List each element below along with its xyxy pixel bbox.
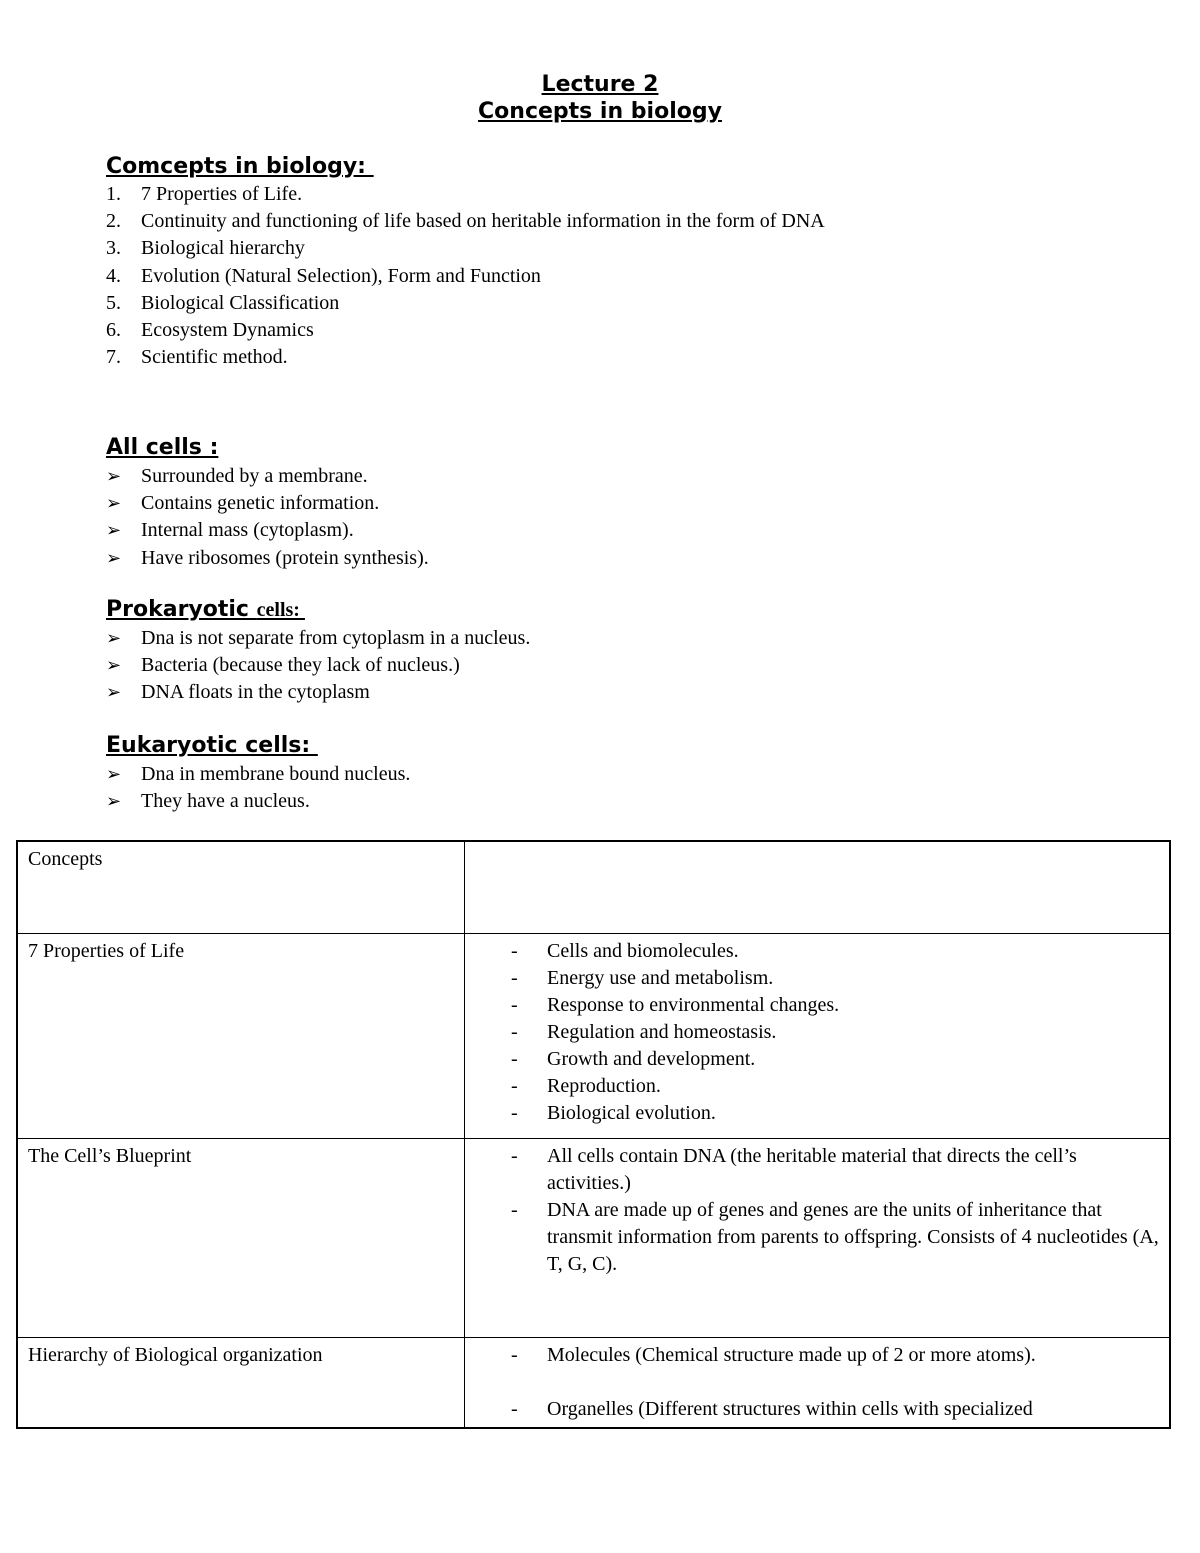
list-item-text: Surrounded by a membrane. bbox=[141, 465, 368, 487]
list-item-text: Cells and biomolecules. bbox=[547, 939, 739, 962]
list-item bbox=[475, 1073, 1161, 1100]
list-item bbox=[106, 344, 825, 371]
arrow-bullet-icon: ➢ bbox=[106, 493, 122, 514]
list-item-text: Growth and development. bbox=[547, 1047, 756, 1070]
details-list bbox=[475, 938, 1161, 1127]
table-cell-details bbox=[465, 1337, 1171, 1428]
table-cell-details bbox=[465, 841, 1171, 933]
dash-bullet: - bbox=[511, 1047, 518, 1070]
list-item bbox=[106, 235, 825, 262]
dash-bullet: - bbox=[511, 939, 518, 962]
dash-bullet: - bbox=[511, 1020, 518, 1043]
dash-bullet: - bbox=[511, 1343, 518, 1366]
list-item-text: Biological Classification bbox=[141, 291, 340, 314]
prokaryotic-heading-bold: Prokaryotic bbox=[106, 597, 257, 622]
table-row bbox=[17, 1337, 1170, 1428]
list-item-text: Evolution (Natural Selection), Form and Function bbox=[141, 264, 541, 287]
arrow-bullet-icon: ➢ bbox=[106, 466, 122, 486]
list-number: 3. bbox=[106, 237, 121, 260]
list-item-text: Continuity and functioning of life based on heritable information in the form of DNA bbox=[141, 210, 825, 233]
list-item-text: They have a nucleus. bbox=[141, 790, 310, 813]
list-item bbox=[475, 1100, 1161, 1127]
list-item-text: All cells contain DNA (the heritable material that directs the cell’s activities.) bbox=[547, 1144, 1077, 1194]
list-item-text: DNA are made up of genes and genes are the units of inheritance that transmit information from parents to offspring. Consists of 4 nucleotides (A, T, G, C). bbox=[547, 1198, 1159, 1275]
dash-bullet: - bbox=[511, 1198, 518, 1221]
list-item bbox=[475, 938, 1161, 965]
list-item bbox=[106, 208, 825, 235]
table-cell-concept: Concepts bbox=[17, 841, 465, 933]
list-item-text: Energy use and metabolism. bbox=[547, 966, 774, 989]
prokaryotic-list bbox=[106, 625, 530, 707]
list-item bbox=[106, 181, 825, 208]
list-number: 5. bbox=[106, 291, 121, 314]
arrow-bullet-icon: ➢ bbox=[106, 655, 122, 676]
prokaryotic-heading-rest: cells: bbox=[256, 599, 305, 621]
list-item-text: 7 Properties of Life. bbox=[141, 183, 303, 205]
details-list bbox=[475, 1342, 1161, 1423]
list-item-text: Reproduction. bbox=[547, 1074, 661, 1097]
eukaryotic-list bbox=[106, 761, 410, 815]
list-item-text: Ecosystem Dynamics bbox=[141, 319, 314, 342]
dash-bullet: - bbox=[511, 966, 518, 989]
table-cell-details bbox=[465, 1138, 1171, 1337]
list-item-text: Internal mass (cytoplasm). bbox=[141, 519, 354, 542]
prokaryotic-heading bbox=[106, 596, 305, 624]
list-item bbox=[106, 463, 429, 490]
concepts-heading: Comcepts in biology: bbox=[106, 154, 374, 179]
list-item bbox=[106, 263, 825, 290]
dash-bullet: - bbox=[511, 1101, 518, 1124]
dash-bullet: - bbox=[511, 993, 518, 1016]
list-item bbox=[106, 625, 530, 652]
list-item bbox=[475, 1342, 1161, 1369]
list-item-text: Have ribosomes (protein synthesis). bbox=[141, 546, 429, 569]
concepts-table bbox=[16, 840, 1171, 1429]
arrow-bullet-icon: ➢ bbox=[106, 764, 122, 784]
list-number: 7. bbox=[106, 346, 121, 369]
list-item-text: Molecules (Chemical structure made up of 2 or more atoms). bbox=[547, 1343, 1036, 1366]
list-item-text: Scientific method. bbox=[141, 346, 288, 369]
list-item-text: Dna is not separate from cytoplasm in a nucleus. bbox=[141, 627, 531, 649]
list-item bbox=[475, 965, 1161, 992]
table-cell-details bbox=[465, 933, 1171, 1138]
arrow-bullet-icon: ➢ bbox=[106, 791, 122, 812]
details-list bbox=[475, 1143, 1161, 1278]
list-item-text: Contains genetic information. bbox=[141, 492, 380, 515]
list-item bbox=[106, 517, 429, 544]
list-item bbox=[475, 1143, 1161, 1197]
eukaryotic-heading: Eukaryotic cells: bbox=[106, 733, 318, 758]
list-item-text: Dna in membrane bound nucleus. bbox=[141, 763, 411, 785]
list-item bbox=[106, 545, 429, 572]
list-item bbox=[106, 290, 825, 317]
list-number: 1. bbox=[106, 183, 121, 205]
list-number: 6. bbox=[106, 319, 121, 342]
all-cells-list bbox=[106, 463, 429, 572]
list-item bbox=[106, 761, 410, 788]
table-row bbox=[17, 841, 1170, 933]
list-item bbox=[106, 679, 530, 706]
dash-bullet: - bbox=[511, 1074, 518, 1097]
list-item-text: Biological evolution. bbox=[547, 1101, 716, 1124]
list-item-text: Regulation and homeostasis. bbox=[547, 1020, 777, 1043]
list-item-text: Bacteria (because they lack of nucleus.) bbox=[141, 654, 460, 677]
table-cell-concept: 7 Properties of Life bbox=[17, 933, 465, 1138]
dash-bullet: - bbox=[511, 1144, 518, 1167]
table-cell-concept: Hierarchy of Biological organization bbox=[17, 1337, 465, 1428]
list-item bbox=[475, 1197, 1161, 1278]
list-item-text: Biological hierarchy bbox=[141, 237, 305, 260]
list-item-text: DNA floats in the cytoplasm bbox=[141, 681, 370, 704]
list-number: 4. bbox=[106, 264, 121, 287]
dash-bullet: - bbox=[511, 1397, 518, 1420]
list-item bbox=[106, 490, 429, 517]
concepts-list bbox=[106, 181, 825, 371]
list-item bbox=[106, 652, 530, 679]
all-cells-heading: All cells : bbox=[106, 435, 219, 460]
table-row bbox=[17, 1138, 1170, 1337]
list-item bbox=[106, 317, 825, 344]
table-row bbox=[17, 933, 1170, 1138]
arrow-bullet-icon: ➢ bbox=[106, 520, 122, 541]
list-item bbox=[475, 1396, 1161, 1423]
arrow-bullet-icon: ➢ bbox=[106, 628, 122, 648]
arrow-bullet-icon: ➢ bbox=[106, 682, 122, 703]
list-item bbox=[106, 788, 410, 815]
list-item bbox=[475, 1046, 1161, 1073]
page-title-topic: Concepts in biology bbox=[478, 99, 722, 124]
table-cell-concept: The Cell’s Blueprint bbox=[17, 1138, 465, 1337]
list-item bbox=[475, 992, 1161, 1019]
list-item-text: Organelles (Different structures within cells with specialized bbox=[547, 1397, 1033, 1420]
list-item bbox=[475, 1019, 1161, 1046]
page-title-lecture: Lecture 2 bbox=[541, 72, 659, 97]
list-number: 2. bbox=[106, 210, 121, 233]
list-item-text: Response to environmental changes. bbox=[547, 993, 840, 1016]
arrow-bullet-icon: ➢ bbox=[106, 547, 122, 568]
